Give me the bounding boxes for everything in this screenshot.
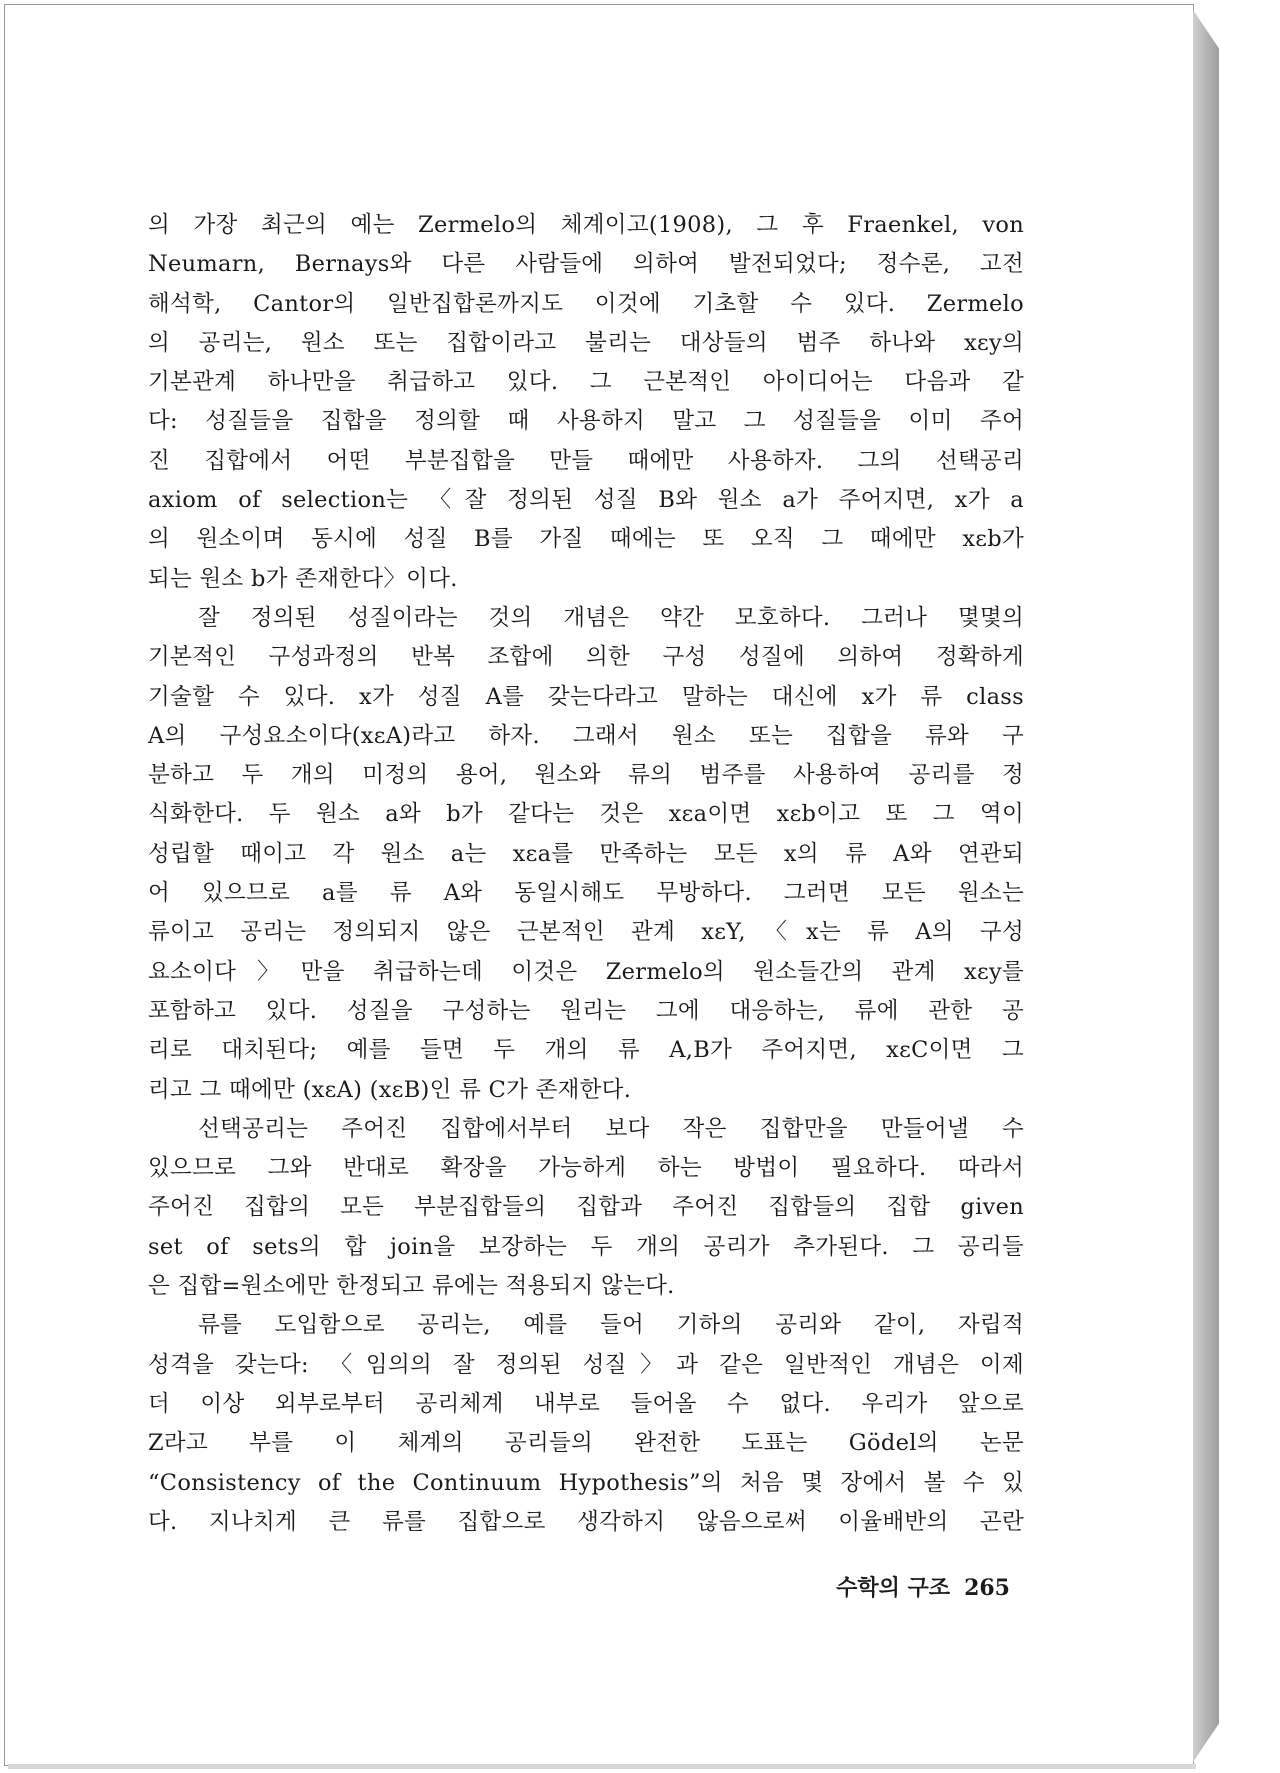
page-footer (800, 1568, 1010, 1608)
text-line: axiom of selection는 〈잘 정의된 성질 B와 원소 a가 주어지면, x가 a (148, 487, 1024, 514)
text-line: 다. 지나치게 큰 류를 집합으로 생각하지 않음으로써 이율배반의 곤란 (148, 1508, 1024, 1535)
running-title: 수학의 구조 (836, 1575, 951, 1601)
text-line: 식화한다. 두 원소 a와 b가 같다는 것은 xεa이면 xεb이고 또 그 역이 (148, 801, 1024, 828)
text-line: 의 원소이며 동시에 성질 B를 가질 때에는 또 오직 그 때에만 xεb가 (148, 526, 1024, 553)
text-line: Z라고 부를 이 체계의 공리들의 완전한 도표는 Gödel의 논문 (148, 1430, 1024, 1457)
text-line: 해석학, Cantor의 일반집합론까지도 이것에 기초할 수 있다. Zermelo (148, 290, 1024, 317)
page-edge (1193, 10, 1219, 1762)
page-number: 265 (964, 1575, 1010, 1601)
text-line: 분하고 두 개의 미정의 용어, 원소와 류의 범주를 사용하여 공리를 정 (148, 762, 1024, 789)
text-line: 어 있으므로 a를 류 A와 동일시해도 무방하다. 그러면 모든 원소는 (148, 880, 1024, 907)
text-line: 더 이상 외부로부터 공리체계 내부로 들어올 수 없다. 우리가 앞으로 (148, 1390, 1024, 1417)
text-line: 의 공리는, 원소 또는 집합이라고 불리는 대상들의 범주 하나와 xεy의 (148, 329, 1024, 356)
text-line: 있으므로 그와 반대로 확장을 가능하게 하는 방법이 필요하다. 따라서 (148, 1155, 1024, 1182)
text-line: 류이고 공리는 정의되지 않은 근본적인 관계 xεY,〈x는 류 A의 구성 (148, 919, 1024, 946)
text-line: Neumarn, Bernays와 다른 사람들에 의하여 발전되었다; 정수론, 고전 (148, 251, 1024, 278)
text-line: 리로 대치된다; 예를 들면 두 개의 류 A,B가 주어지면, xεC이면 그 (148, 1037, 1024, 1064)
text-line: 되는 원소 b가 존재한다〉이다. (148, 565, 458, 592)
text-line: 성격을 갖는다: 〈임의의 잘 정의된 성질〉과 같은 일반적인 개념은 이제 (148, 1351, 1024, 1378)
text-line: 성립할 때이고 각 원소 a는 xεa를 만족하는 모든 x의 류 A와 연관되 (148, 840, 1024, 867)
text-line: 기본관계 하나만을 취급하고 있다. 그 근본적인 아이디어는 다음과 같 (148, 369, 1024, 396)
text-line: 은 집합=원소에만 한정되고 류에는 적용되지 않는다. (148, 1273, 675, 1300)
body-text (148, 206, 1024, 1542)
paragraph-start-line: 선택공리는 주어진 집합에서부터 보다 작은 집합만을 만들어낼 수 (198, 1115, 1024, 1142)
text-line: 기술할 수 있다. x가 성질 A를 갖는다라고 말하는 대신에 x가 류 class (148, 683, 1024, 710)
text-line: 다: 성질들을 집합을 정의할 때 사용하지 말고 그 성질들을 이미 주어 (148, 408, 1024, 435)
paragraph-start-line: 류를 도입함으로 공리는, 예를 들어 기하의 공리와 같이, 자립적 (198, 1312, 1024, 1339)
paragraph-start-line: 잘 정의된 성질이라는 것의 개념은 약간 모호하다. 그러나 몇몇의 (198, 604, 1024, 631)
text-line: 리고 그 때에만 (xεA) (xεB)인 류 C가 존재한다. (148, 1076, 632, 1103)
text-line: set of sets의 합 join을 보장하는 두 개의 공리가 추가된다. 그 공리들 (148, 1233, 1024, 1260)
text-line: 포함하고 있다. 성질을 구성하는 원리는 그에 대응하는, 류에 관한 공 (148, 997, 1024, 1024)
text-line: 요소이다〉만을 취급하는데 이것은 Zermelo의 원소들간의 관계 xεy를 (148, 958, 1024, 985)
text-line: “Consistency of the Continuum Hypothesis”의 처음 몇 장에서 볼 수 있 (148, 1469, 1024, 1496)
page-bottom-shadow (8, 1764, 1196, 1769)
text-line: 진 집합에서 어떤 부분집합을 만들 때에만 사용하자. 그의 선택공리 (148, 447, 1024, 474)
text-line: A의 구성요소이다(xεA)라고 하자. 그래서 원소 또는 집합을 류와 구 (148, 722, 1024, 749)
text-line: 기본적인 구성과정의 반복 조합에 의한 구성 성질에 의하여 정확하게 (148, 644, 1024, 671)
text-line: 주어진 집합의 모든 부분집합들의 집합과 주어진 집합들의 집합 given (148, 1194, 1024, 1221)
text-line: 의 가장 최근의 예는 Zermelo의 체계이고(1908), 그 후 Fraenkel, von (148, 212, 1024, 238)
